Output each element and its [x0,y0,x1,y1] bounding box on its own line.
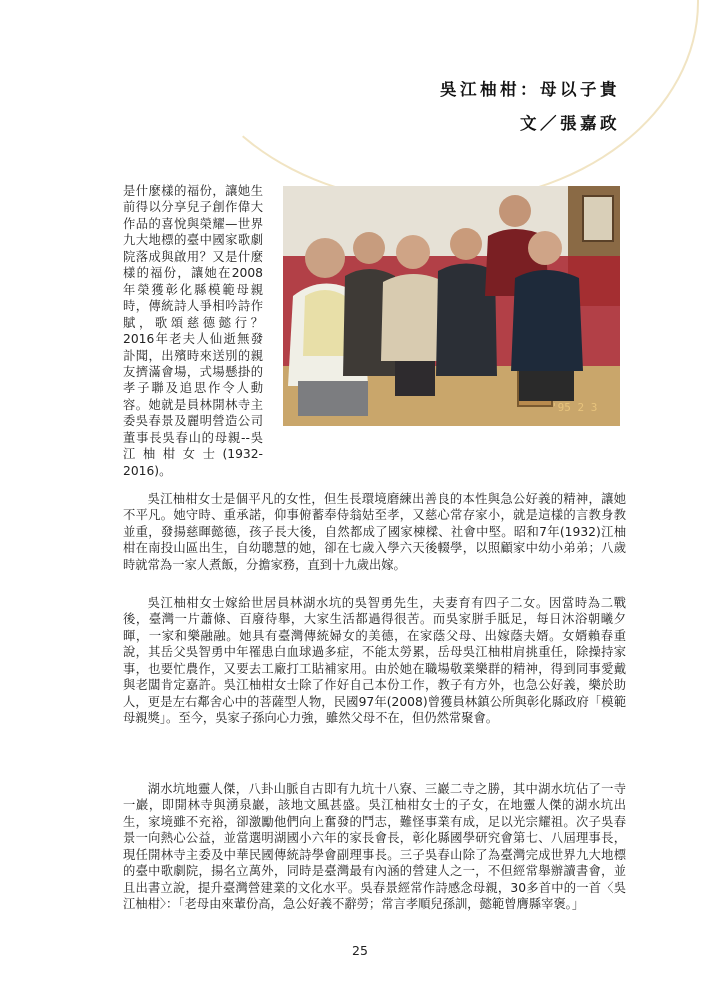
family-photo [283,186,620,426]
body-paragraph-2: 吳江柚柑女士嫁給世居員林湖水坑的吳智勇先生，夫妻育有四子二女。因當時為二戰後，臺灣一片蕭條、百廢待舉，大家生活都過得很苦。而吳家胼手胝足，每日沐浴朝曦夕暉，一家和樂融融。她具有臺灣傳統婦女的美德，在家蔭父母、出嫁蔭夫婿。女婿賴春重說，其岳父吳智勇中年罹患白血球過多症，不能太勞累，岳母吳江柚柑肩挑重任，除操持家事，也要忙農作，又要去工廠打工貼補家用。由於她在職場敬業樂群的精神，得到同事愛戴與老闆肯定嘉許。吳江柚柑女士除了作好自己本份工作，教子有方外，也急公好義，樂於助人，更是左右鄰舍心中的菩薩型人物，民國97年(2008)曾獲員林鎮公所與彰化縣政府「模範母親獎」。至今，吳家子孫向心力強，雖然父母不在，但仍然常聚會。 [123,596,626,726]
photo-date-stamp: '95 2 3 [551,401,598,414]
article-author: 文／張嘉政 [520,114,620,133]
intro-paragraph: 是什麼樣的福份，讓她生前得以分享兒子創作偉大作品的喜悅與榮耀—世界九大地標的臺中國家歌劇院落成與啟用？又是什麼樣的福份，讓她在2008年榮獲彰化縣模範母親時，傳統詩人爭相吟詩作賦，歌頌慈德懿行？2016年老夫人仙逝無發訃聞，出殯時來送別的親友擠滿會場，式場懸掛的孝子聯及追思作令人動容。她就是員林開林寺主委吳春景及麗明營造公司董事長吳春山的母親--吳江柚柑女士(1932-2016)。 [123,184,263,478]
page-number: 25 [352,943,368,958]
body-paragraph-1: 吳江柚柑女士是個平凡的女性，但生長環境磨練出善良的本性與急公好義的精神，讓她不平凡。她守時、重承諾，仰事俯蓄奉侍翁姑至孝，又慈心常存家小，就是這樣的言教身教並重，發揚慈暉懿德，孩子長大後，自然都成了國家棟樑、社會中堅。昭和7年(1932)江柚柑在南投山區出生，自幼聰慧的她，卻在七歲入學六天後輟學，以照顧家中幼小弟弟；八歲時就常為一家人煮飯，分擔家務，直到十九歲出嫁。 [123,492,626,572]
decorative-arc [175,0,699,204]
article-title: 吳江柚柑：母以子貴 [440,80,620,99]
body-paragraph-3: 湖水坑地靈人傑，八卦山脈自古即有九坑十八寮、三巖二寺之勝，其中湖水坑佔了一寺一巖，即開林寺與湧泉巖，該地文風甚盛。吳江柚柑女士的子女，在地靈人傑的湖水坑出生，家境雖不充裕，卻激勵他們向上奮發的鬥志，難怪事業有成，足以光宗耀祖。次子吳春景一向熱心公益，並當選明湖國小六年的家長會長，彰化縣國學研究會第七、八屆理事長，現任開林寺主委及中華民國傳統詩學會副理事長。三子吳春山除了為臺灣完成世界九大地標的臺中歌劇院，揚名立萬外，同時是臺灣最有內涵的營建人之一，不但經常舉辦讀書會，並且出書立說，提升臺灣營建業的文化水平。吳春景經常作詩感念母親，30多首中的一首〈吳江柚柑〉：「老母由來輩份高，急公好義不辭勞；常言孝順兒孫訓，懿範曾膺縣宰褒。」 [123,782,626,912]
